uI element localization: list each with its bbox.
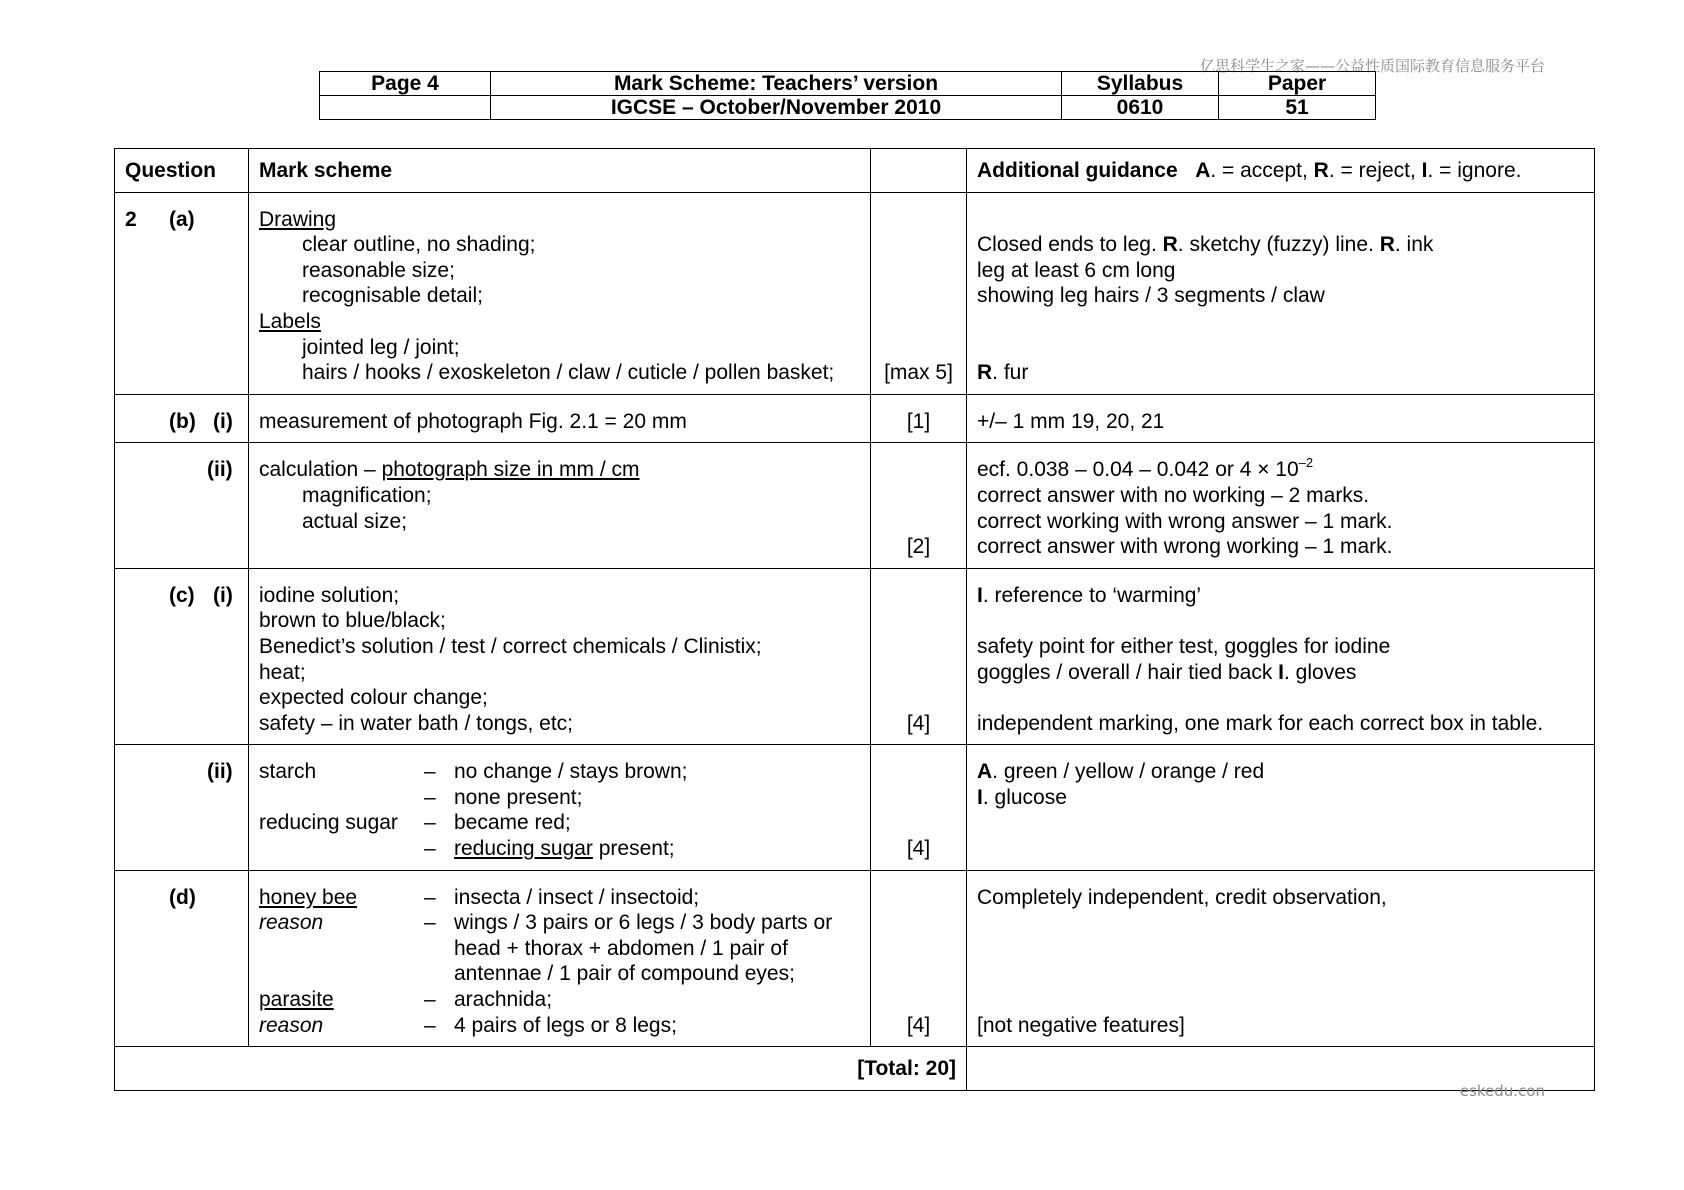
question-subpart: (i) — [213, 409, 233, 433]
section-heading-labels: Labels — [259, 309, 321, 333]
guidance-cell — [967, 568, 1595, 745]
guidance-line: correct answer with wrong working – 1 mark. — [977, 535, 1393, 559]
question-subpart: (ii) — [207, 458, 233, 482]
marks-cell — [871, 870, 967, 1047]
mark-point: jointed leg / joint; — [302, 335, 460, 359]
table-header-row — [115, 149, 1595, 193]
mark-point: clear outline, no shading; — [302, 233, 536, 257]
question-number-cell — [115, 870, 249, 1047]
marks-cell — [871, 192, 967, 394]
marks-cell — [871, 394, 967, 443]
mark-point: measurement of photograph Fig. 2.1 = 20 mm — [259, 409, 687, 433]
watermark-bottom: eskedu.con — [1459, 1082, 1545, 1100]
guidance-line: [not negative features] — [977, 1013, 1185, 1037]
guidance-header: Additional guidance A. = accept, R. = reject, I. = ignore. — [967, 149, 1595, 193]
guidance-cell — [967, 870, 1595, 1047]
marks-value: [4] — [906, 1013, 931, 1037]
table-row — [115, 568, 1595, 745]
question-number-cell — [115, 568, 249, 745]
question-number-cell — [115, 745, 249, 870]
mark-scheme-cell — [249, 443, 871, 568]
marks-value: [2] — [906, 535, 931, 559]
question-number-cell — [115, 443, 249, 568]
guidance-cell — [967, 745, 1595, 870]
mark-scheme-cell — [249, 394, 871, 443]
guidance-line: Completely independent, credit observation, — [977, 885, 1387, 909]
guidance-cell — [967, 192, 1595, 394]
mark-scheme-cell — [249, 568, 871, 745]
mark-point: brown to blue/black; — [259, 609, 446, 633]
question-subpart: (ii) — [207, 760, 233, 784]
guidance-line: safety point for either test, goggles for iodine — [977, 634, 1391, 658]
guidance-line: A. green / yellow / orange / red — [977, 760, 1265, 784]
mark-point: reasonable size; — [302, 258, 455, 282]
question-part: (a) — [169, 207, 195, 231]
syllabus-code: 0610 — [1062, 96, 1219, 120]
marks-cell — [871, 745, 967, 870]
answer-row: reducing sugar – became red; — [259, 811, 571, 835]
mark-point: expected colour change; — [259, 686, 488, 710]
total-marks: [Total: 20] — [115, 1047, 967, 1091]
question-part: (b) — [169, 409, 196, 433]
paper-label: Paper — [1219, 72, 1376, 96]
answer-row: honey bee – insecta / insect / insectoid; — [259, 885, 700, 909]
answer-row: reason – 4 pairs of legs or 8 legs; — [259, 1013, 677, 1037]
mark-scheme-cell — [249, 192, 871, 394]
page-header-table — [319, 71, 1376, 120]
guidance-cell — [967, 394, 1595, 443]
mark-scheme-header: Mark scheme — [249, 149, 871, 193]
question-header: Question — [115, 149, 249, 193]
question-subpart: (i) — [213, 583, 233, 607]
mark-point: Benedict’s solution / test / correct chemicals / Clinistix; — [259, 634, 762, 658]
table-row — [115, 443, 1595, 568]
guidance-line: Closed ends to leg. R. sketchy (fuzzy) line. R. ink — [977, 233, 1434, 257]
answer-row: – reducing sugar present; — [424, 837, 675, 861]
answer-row: head + thorax + abdomen / 1 pair of — [454, 936, 788, 960]
marks-value: [max 5] — [884, 361, 953, 385]
question-number-cell — [115, 394, 249, 443]
mark-point: calculation – photograph size in mm / cm — [259, 458, 640, 482]
header-empty-cell — [320, 96, 491, 120]
marks-value: [4] — [906, 837, 931, 861]
table-row — [115, 745, 1595, 870]
mark-scheme-cell — [249, 870, 871, 1047]
answer-row: antennae / 1 pair of compound eyes; — [454, 962, 795, 986]
page-number: Page 4 — [320, 72, 491, 96]
guidance-line: independent marking, one mark for each correct box in table. — [977, 711, 1544, 735]
guidance-line: I. glucose — [977, 785, 1067, 809]
answer-row: starch – no change / stays brown; — [259, 760, 688, 784]
mark-point: heat; — [259, 660, 306, 684]
answer-row: reason – wings / 3 pairs or 6 legs / 3 body parts or — [259, 911, 833, 935]
mark-point: recognisable detail; — [302, 284, 483, 308]
mark-point: iodine solution; — [259, 583, 400, 607]
mark-point: safety – in water bath / tongs, etc; — [259, 711, 574, 735]
marks-value: [4] — [906, 711, 931, 735]
question-number: 2 — [125, 207, 137, 231]
guidance-line: correct answer with no working – 2 marks. — [977, 483, 1370, 507]
table-row — [115, 394, 1595, 443]
guidance-line: I. reference to ‘warming’ — [977, 583, 1202, 607]
watermark-top: 亿思科学生之家——公益性质国际教育信息服务平台 — [1199, 57, 1545, 75]
marks-value: [1] — [906, 409, 931, 433]
syllabus-label: Syllabus — [1062, 72, 1219, 96]
guidance-line: +/– 1 mm 19, 20, 21 — [977, 409, 1165, 433]
guidance-line: ecf. 0.038 – 0.04 – 0.042 or $4 \times 10^{-2}$ — [977, 455, 1314, 482]
mark-scheme-table — [114, 148, 1595, 1091]
marks-cell — [871, 568, 967, 745]
guidance-line: goggles / overall / hair tied back I. gloves — [977, 660, 1357, 684]
paper-number: 51 — [1219, 96, 1376, 120]
table-row — [115, 870, 1595, 1047]
answer-row: – none present; — [424, 785, 583, 809]
answer-row: parasite – arachnida; — [259, 988, 553, 1012]
guidance-line: correct working with wrong answer – 1 mark. — [977, 509, 1393, 533]
mark-point: magnification; — [302, 483, 432, 507]
document-title: Mark Scheme: Teachers’ version — [491, 72, 1062, 96]
marks-header — [871, 149, 967, 193]
guidance-line: showing leg hairs / 3 segments / claw — [977, 284, 1325, 308]
table-row — [115, 192, 1595, 394]
guidance-line: R. fur — [977, 361, 1029, 385]
guidance-cell — [967, 443, 1595, 568]
question-part: (c) — [169, 583, 195, 607]
section-heading-drawing: Drawing — [259, 207, 337, 231]
question-part: (d) — [169, 885, 196, 909]
question-number-cell — [115, 192, 249, 394]
mark-scheme-cell — [249, 745, 871, 870]
mark-point: hairs / hooks / exoskeleton / claw / cuticle / pollen basket; — [302, 361, 835, 385]
exam-session: IGCSE – October/November 2010 — [491, 96, 1062, 120]
mark-point: actual size; — [302, 509, 408, 533]
guidance-line: leg at least 6 cm long — [977, 258, 1176, 282]
marks-cell — [871, 443, 967, 568]
